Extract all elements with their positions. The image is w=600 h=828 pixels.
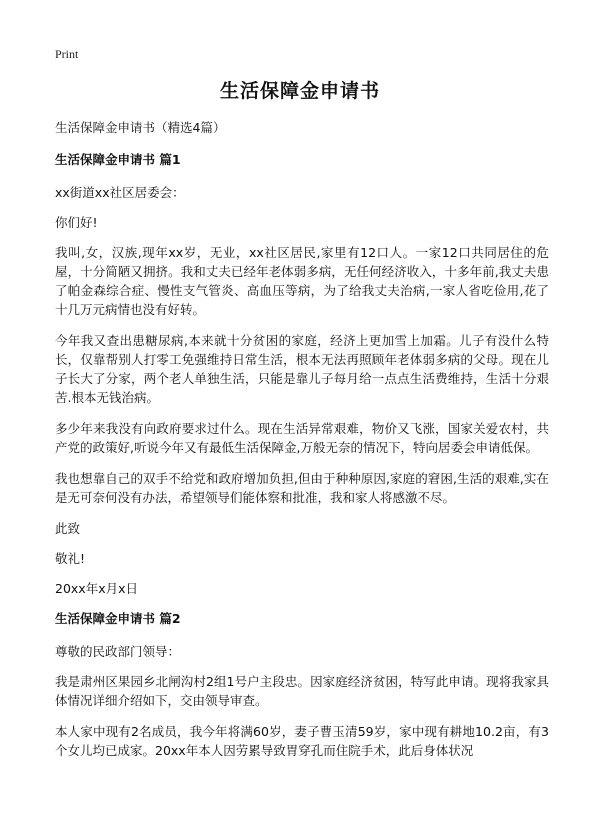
document-subtitle: 生活保障金申请书（精选4篇） (55, 120, 226, 135)
date-line: 20xx年x月x日 (55, 581, 138, 596)
document-body (55, 118, 549, 772)
body-paragraph: 我叫,女，汉族,现年xx岁，无业，xx社区居民,家里有12口人。一家12口共同居住的危屋，十分简陋又拥挤。我和丈夫已经年老体弱多病，无任何经济收入，十多年前,我丈夫患了帕金森综合症、慢性支气管炎、高血压等病，为了给我丈夫治病,一家人省吃俭用,花了十几万元病情也没有好转。 (55, 245, 549, 317)
greeting: 你们好! (55, 215, 98, 230)
body-paragraph: 我是肃州区果园乡北闸沟村2组1号户主段忠。因家庭经济贫困，特写此申请。现将我家具体情况详细介绍如下，交由领导审查。 (55, 674, 549, 708)
print-link[interactable]: Print (55, 47, 79, 61)
body-paragraph: 今年我又查出患糖尿病,本来就十分贫困的家庭，经济上更加雪上加霜。儿子有没什么特长，仅靠帮别人打零工免强维持日常生活，根本无法再照顾年老体弱多病的父母。现在儿子长大了分家，两个老人单独生活，只能是靠儿子每月给一点点生活费维持，生活十分艰苦.根本无钱治病。 (55, 333, 549, 405)
closing-salute: 敬礼! (55, 551, 86, 566)
section-heading-1: 生活保障金申请书 篇1 (55, 152, 181, 167)
closing-line: 此致 (55, 521, 81, 536)
body-paragraph: 我也想靠自己的双手不给党和政府增加负担,但由于种种原因,家庭的窘困,生活的艰难,实在是无可奈何没有办法，希望领导们能体察和批准，我和家人将感激不尽。 (55, 471, 549, 505)
body-paragraph: 多少年来我没有向政府要求过什么。现在生活异常艰难，物价又飞涨，国家关爱农村，共产党的政策好,听说今年又有最低生活保障金,万般无奈的情况下，特向居委会申请低保。 (55, 421, 549, 455)
section-heading-2: 生活保障金申请书 篇2 (55, 611, 181, 626)
page-title: 生活保障金申请书 (219, 80, 380, 102)
salutation: xx街道xx社区居委会： (55, 185, 185, 200)
body-paragraph: 本人家中现有2名成员，我今年将满60岁，妻子曹玉清59岁，家中现有耕地10.2亩，有3个女儿均已成家。20xx年本人因劳累导致胃穿孔而住院手术，此后身体状况 (55, 724, 549, 758)
salutation: 尊敬的民政部门领导： (55, 644, 181, 659)
